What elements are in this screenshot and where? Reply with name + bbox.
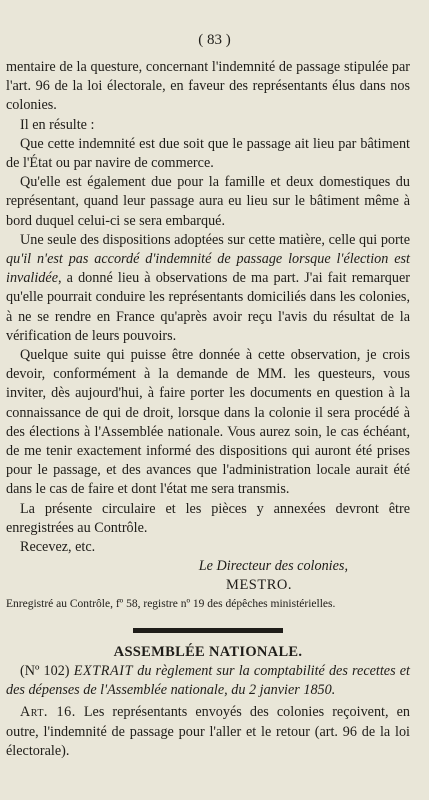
paragraph-text-start: Une seule des dispositions adoptées sur cette matière, celle qui porte bbox=[20, 231, 410, 248]
paragraph-indemnite-due: Que cette indemnité est due soit que le passage ait lieu par bâtiment de l'État ou par navire de commerce. bbox=[6, 135, 410, 172]
paragraph-continuation: mentaire de la questure, concernant l'indemnité de passage stipulée par l'art. 96 de la loi électorale, en faveur des représentants élus dans nos colonies. bbox=[6, 59, 410, 114]
quoted-disposition: qu'il n'est pas accordé d'indemnité de passage lorsque l'élection est invalidée bbox=[6, 251, 410, 287]
paragraph-il-en-resulte: Il en résulte : bbox=[20, 116, 95, 133]
document-body bbox=[6, 58, 410, 761]
extract-label: EXTRAIT bbox=[73, 662, 134, 679]
signature-name: MESTRO. bbox=[226, 577, 292, 594]
reference-number: (Nº 102) bbox=[20, 662, 70, 679]
paragraph-enregistrement: La présente circulaire et les pièces y annexées devront être enregistrées au Contrôle. bbox=[6, 500, 410, 536]
extract-title: du règlement sur la comptabilité des recettes et des dépenses de l'Assemblée nationale, du 2 janvier 1850. bbox=[6, 662, 410, 699]
article-label: Art. 16. bbox=[20, 704, 76, 721]
page-number: ( 83 ) bbox=[198, 32, 231, 48]
section-title: ASSEMBLÉE NATIONALE. bbox=[113, 643, 303, 660]
section-divider bbox=[133, 628, 283, 633]
paragraph-disposition-observation bbox=[6, 231, 410, 346]
paragraph-closing: Recevez, etc. bbox=[20, 539, 96, 556]
signature-title: Le Directeur des colonies, bbox=[198, 558, 348, 575]
article-text: Les représentants envoyés des colonies reçoivent, en outre, l'indemnité de passage pour l'aller et le retour (art. 96 de la loi électorale). bbox=[6, 704, 410, 759]
paragraph-instructions: Quelque suite qui puisse être donnée à cette observation, je crois devoir, conformément à la demande de MM. les questeurs, vous inviter, dès aujourd'hui, à faire porter les documents en question à la connaissance de qui de droit, lorsque dans la colonie il sera procédé à des élections à l'Assemblée nationale. Vous aurez soin, le cas échéant, de me tenir exactement informé des dispositions qui auront été prises pour le passage, et des avances que l'administration locale aurait été dans le cas de faire et dont l'état me sera transmis. bbox=[6, 347, 410, 498]
paragraph-text-end: , a donné lieu à observations de ma part. J'ai fait remarquer qu'elle pourrait conduire les représentants domiciliés dans les colonies, à ne se rendre en France qu'après avoir reçu l'avis du résultat de la vérification de leurs pouvoirs. bbox=[6, 270, 410, 344]
registry-note: Enregistré au Contrôle, fº 58, registre nº 19 des dépêches ministérielles. bbox=[6, 597, 336, 610]
article-paragraph bbox=[6, 703, 410, 761]
paragraph-famille-domestiques: Qu'elle est également due pour la famille et deux domestiques du représentant, quand leur passage aura eu lieu sur le bâtiment même à bord duquel celui-ci se sera embarqué. bbox=[6, 174, 410, 229]
extract-reference bbox=[6, 662, 410, 700]
